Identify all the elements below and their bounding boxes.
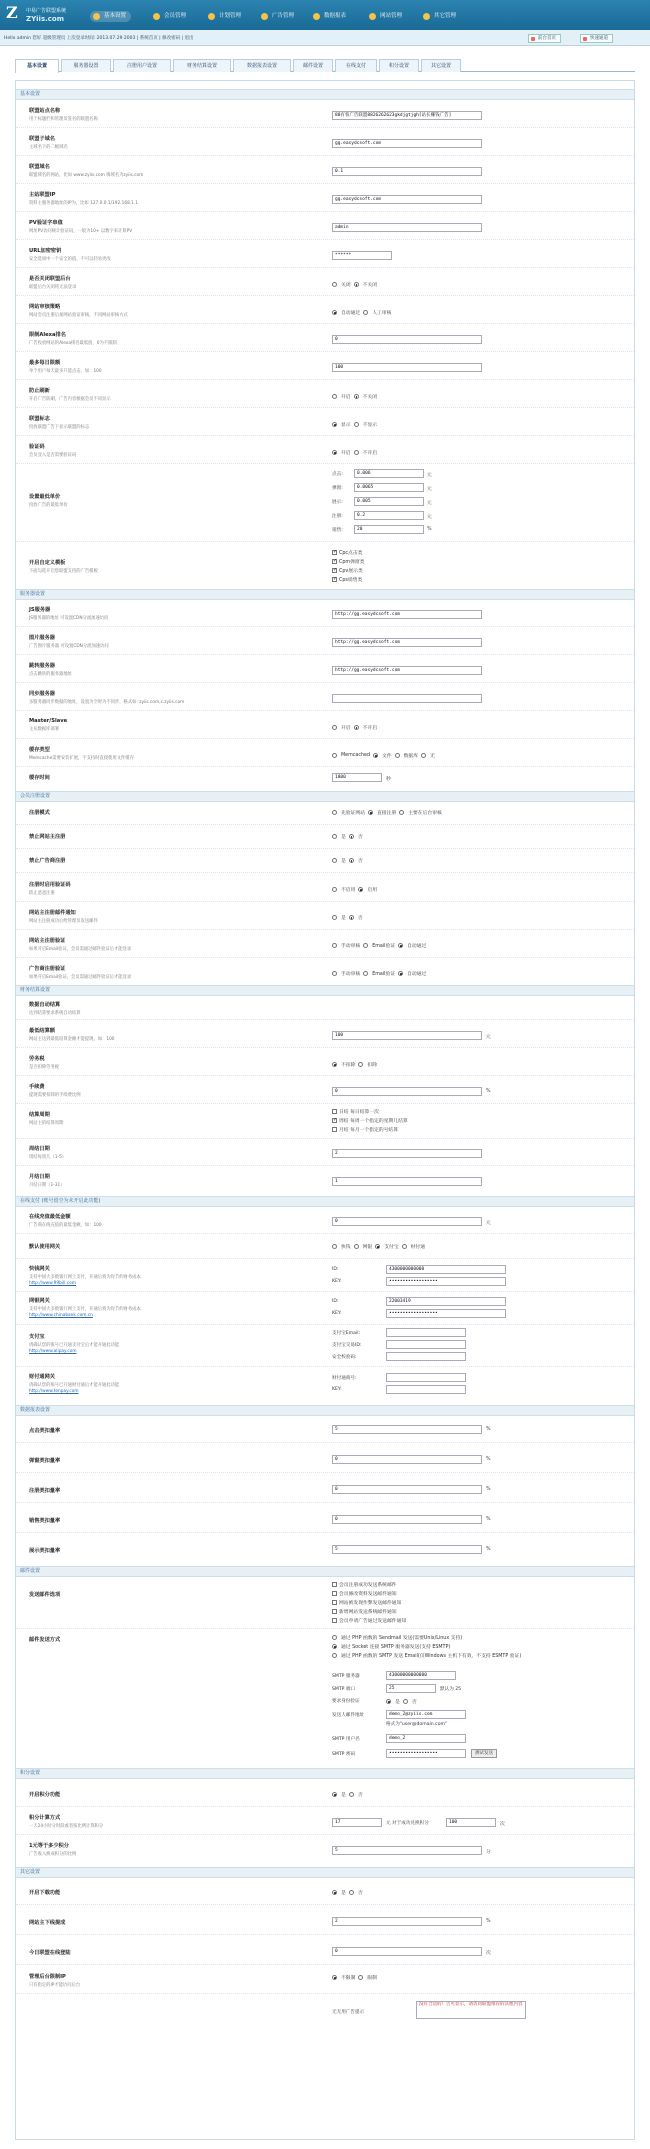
week-day-input[interactable]: 2 xyxy=(332,1149,482,1158)
section-points: 积分设置 xyxy=(16,1768,634,1779)
row-cycle: 结算周期 网站主的结算周期 xyxy=(29,1112,64,1126)
mail-method-php-radio[interactable]: 通过 PHP 函数的 SMTP 发送 Email(仅Windows 主机下有效，不支持 ESMTP 验证) xyxy=(332,1652,521,1659)
row-points-exch: 1元等于多少积分 广告收入换成积分的比例 xyxy=(29,1843,77,1857)
tab-report[interactable]: 数据报表设置 xyxy=(233,59,291,72)
min-price-sale-input[interactable]: 20 xyxy=(354,525,424,534)
row-ip-limit: 最多每日限额 单个用户每天最多只能点击，如：100 xyxy=(29,360,102,374)
smtp-from-input[interactable]: demo_2@zyiis.com xyxy=(386,1710,466,1719)
reg-code-radio[interactable]: 不启用 启用 xyxy=(332,886,377,893)
pv-key-input[interactable]: admin xyxy=(332,223,482,232)
min-price-popup-input[interactable]: 0.0065 xyxy=(354,483,424,492)
show-logo-radio[interactable]: 显示 不显示 xyxy=(332,421,377,428)
row-default-gateway: 默认使用网关 xyxy=(29,1244,61,1250)
download-radio[interactable]: 是 否 xyxy=(332,1889,363,1896)
click-server-input[interactable]: http://gg.easydcsoft.com xyxy=(332,666,482,675)
deduct-popup-input[interactable]: 0 xyxy=(332,1455,482,1464)
cycle-day-checkbox[interactable]: 日结 每日结算一次 xyxy=(332,1108,379,1115)
min-price-show-input[interactable]: 0.005 xyxy=(354,497,424,506)
row-img-server: 图片服务器 广告图片服务器 可设置CDN分流加速访问 xyxy=(29,635,109,649)
site-icon xyxy=(369,13,376,20)
row-gateway-alipay: 支付宝 请确认您的账号已开通支付宝后才能开通此功能 http://www.alipay.com xyxy=(29,1333,329,1354)
section-register: 会员注册设置 xyxy=(16,791,634,802)
row-mail-notify: 发送邮件选项 xyxy=(29,1592,61,1598)
row-pv-key: PV验证字串值 网址PV访问统计验证码，一般为10+ 以数字来计算PV xyxy=(29,220,133,234)
99bill-key-input[interactable]: •••••••••••••••••• xyxy=(386,1277,506,1286)
smtp-test-button[interactable]: 测试发送 xyxy=(471,1749,497,1758)
row-close-adv-reg: 禁止广告商注册 xyxy=(29,858,66,864)
row-site-name: 联盟站点名称 用于标题栏和管理员签名的联盟名称 xyxy=(29,108,98,122)
section-mail: 邮件设置 xyxy=(16,1566,634,1577)
alipay-link[interactable]: http://www.alipay.com xyxy=(29,1349,77,1354)
audit-radio[interactable]: 自动通过 人工审核 xyxy=(332,309,391,316)
deduct-reg-input[interactable]: 0 xyxy=(332,1485,482,1494)
deduct-show-input[interactable]: 5 xyxy=(332,1545,482,1554)
row-adv-verify: 广告商注册验证 如果开启Email验证，会员需通过邮件验证后才能登录 xyxy=(29,966,132,980)
row-js-server2: JS服务器 JS服务器的地址 可设置CDN分流加速访问 xyxy=(29,607,109,621)
mail-notify-reg-checkbox[interactable]: 会员注册成功发送系统邮件 xyxy=(332,1581,397,1588)
tab-other[interactable]: 其它设置 xyxy=(421,59,461,72)
points-exch-input[interactable]: 5 xyxy=(332,1846,482,1855)
mail-notify-edit-checkbox[interactable]: 会员修改资料发送邮件通知 xyxy=(332,1590,397,1597)
section-server: 服务器设置 xyxy=(16,589,634,600)
ad-type-cps-checkbox[interactable]: ✓Cps销售类 xyxy=(332,576,362,583)
tenpay-id-input[interactable] xyxy=(386,1373,466,1382)
js-server-input[interactable]: gg.easydcsoft.com xyxy=(332,195,482,204)
alipay-key-input[interactable] xyxy=(386,1352,466,1361)
tab-mail[interactable]: 邮件设置 xyxy=(293,59,333,72)
tab-basic[interactable]: 基本设置 xyxy=(15,59,59,73)
nav-plans[interactable]: 计划管理 xyxy=(205,11,246,22)
cache-type-radio[interactable]: Memcached 文件 数据库 无 xyxy=(332,752,435,759)
cache-time-input[interactable]: 1800 xyxy=(332,773,382,782)
ad-text-textarea[interactable]: 没有合适的广告可显示，请访问联盟推荐的其他内容 xyxy=(416,2001,526,2019)
row-fraud: 防止刷新 开启广告防刷，广告内容根据会员不同显示 xyxy=(29,388,111,402)
chinabank-link[interactable]: http://www.chinabank.com.cn xyxy=(29,1313,93,1318)
section-settle: 财务结算设置 xyxy=(16,985,634,996)
row-gateway-chinabank: 网银网关 支持中国大多数银行网上支付，开通后将为你节约财务成本 http://www.chinabank.com.cn xyxy=(29,1297,329,1318)
close-adv-reg-radio[interactable]: 是 否 xyxy=(332,857,363,864)
row-min-settle: 最低结算额 网站主达到最低结算金额才能提现，如：100 xyxy=(29,1028,115,1042)
tab-bar xyxy=(15,58,635,72)
verify-radio[interactable]: 开启 不开启 xyxy=(332,449,377,456)
points-open-radio[interactable]: 是 否 xyxy=(332,1791,363,1798)
99bill-link[interactable]: http://www.99bill.com xyxy=(29,1281,76,1286)
alexa-limit-input[interactable]: 0 xyxy=(332,335,482,344)
quick-nav-button[interactable]: 快速通道 xyxy=(580,34,613,43)
row-ad-types: 开启自定义模板 下面勾选开启您联盟支持的广告模板 xyxy=(29,560,98,574)
report-icon xyxy=(313,13,320,20)
discount-input[interactable]: 2 xyxy=(332,1917,482,1926)
tenpay-key-input[interactable] xyxy=(386,1385,466,1394)
email-notify-radio[interactable]: 是 否 xyxy=(332,914,363,921)
plan-icon xyxy=(208,13,215,20)
section-other: 其它设置 xyxy=(16,1867,634,1878)
row-reg-mode: 注册模式 xyxy=(29,810,50,816)
nav-sites[interactable]: 网站管理 xyxy=(366,11,407,22)
frontend-home-button[interactable]: 前台首页 xyxy=(528,34,561,43)
cycle-month-checkbox[interactable]: 月结 每月一个指定的号结算 xyxy=(332,1126,398,1133)
row-tax: 劳务税 是否扣除劳务税 xyxy=(29,1056,60,1070)
row-month-day: 月结日期 月结日期（1-31） xyxy=(29,1174,65,1188)
tab-points[interactable]: 积分设置 xyxy=(379,59,419,72)
row-sync-server: 同步服务器 多服务器同步数据的地址，设置为空时为不同步，格式如: zyiis.com,c.zyiis.com xyxy=(29,691,185,705)
smtp-port-input[interactable]: 25 xyxy=(386,1684,436,1693)
row-gateway-tenpay: 财付通网关 请确认您的账号已开通财付通后才能开通此功能 http://www.tenpay.com xyxy=(29,1373,329,1394)
js-server-url-input[interactable]: http://gg.easydcsoft.com xyxy=(332,610,482,619)
nav-members[interactable]: 会员管理 xyxy=(150,11,191,22)
tax-radio[interactable]: 不扣除 扣除 xyxy=(332,1061,377,1068)
row-master-slave: Master/Slave 主从数据库部署 xyxy=(29,718,68,732)
nav-ads[interactable]: 广告管理 xyxy=(258,11,299,22)
tab-settle[interactable]: 财务结算设置 xyxy=(173,59,231,72)
limit-ip-radio[interactable]: 不限制 限制 xyxy=(332,1974,377,1981)
row-min-price: 设置最低单价 投放广告的最低单价 xyxy=(29,494,68,508)
status-bar xyxy=(0,30,650,46)
fee-input[interactable]: 0 xyxy=(332,1087,482,1096)
tenpay-link[interactable]: http://www.tenpay.com xyxy=(29,1389,79,1394)
home-icon xyxy=(531,37,535,41)
smtp-user-input[interactable]: demo_2 xyxy=(386,1734,466,1743)
nav-other[interactable]: 其它管理 xyxy=(420,11,461,22)
smtp-host-input[interactable]: 43000000000000 xyxy=(386,1671,456,1680)
99bill-id-input[interactable]: 4300000000000 xyxy=(386,1265,506,1274)
row-close: 是否关闭联盟后台 联盟后台关闭将无法登录 xyxy=(29,276,77,290)
row-auto-settle: 数据自动结算 达到结算要求系统自动结算 xyxy=(29,1002,81,1016)
row-reg-code: 注册时启用验证码 防止恶意注册 xyxy=(29,882,71,896)
row-url-key: URL加密密钥 安全选项中一个安全的值，不可以轻易更改 xyxy=(29,248,111,262)
close-radio[interactable]: 关闭 不关闭 xyxy=(332,281,377,288)
row-limit-ip: 管理后台限制IP 只有指定的IP才能访问后台 xyxy=(29,1974,81,1988)
mail-method-socket-radio[interactable]: 通过 Socket 连接 SMTP 服务器发送(支持 ESMTP) xyxy=(332,1643,450,1650)
month-day-input[interactable]: 1 xyxy=(332,1177,482,1186)
row-click-server: 跳转服务器 点击跳转的服务器地址 xyxy=(29,663,72,677)
deduct-click-input[interactable]: 5 xyxy=(332,1425,482,1434)
row-deduct-popup: 弹窗类扣量率 xyxy=(29,1458,61,1464)
row-cache-time: 缓存时间 xyxy=(29,775,50,781)
section-basic: 基本设置 xyxy=(16,89,634,100)
pay-min-input[interactable]: 0 xyxy=(332,1217,482,1226)
sync-server-input[interactable] xyxy=(332,694,482,703)
mail-notify-ad-checkbox[interactable]: 会员申请广告通过发送邮件通知 xyxy=(332,1617,406,1624)
img-server-input[interactable]: http://gg.easydcsoft.com xyxy=(332,638,482,647)
smtp-pass-input[interactable]: •••••••••••••••••• xyxy=(386,1749,466,1758)
settings-panel: 基本设置 联盟站点名称 用于标题栏和管理员签名的联盟名称 88有客广告联盟8826262623gkdjgtjgh[站长赚钱广告] 联盟子域名 主域名下的二级域名 gg.easydcsoft.com 联盟域名 联盟域名的网站，比如 www.zyiis.com 填域名为zyiis.com 0.1 主站联盟IP 资料主服务器地址的IP为，比如 127.0.0.1/192.168.1.1 gg.easydcsoft.com PV验证字串值 网址PV访问统计验证码，一般为10+ 以数字来计算PV admin URL加密密钥 安全选项中一个安全的值，不可以轻易更改 ****** 是否关闭联盟后台 联盟后台关闭将无法登录 关闭 不关闭 网站审核策略 网站会员注册后加网站验证审核，不同网站审核方式 自动通过 人工审核 限制Alexa排名 广告投放网站的Alexa排名最低值，0为不限制 0 最多每日限额 单个用户每天最多只能点击，如：100 100 防止刷新 开启广告防刷，广告内容根据会员不同显示 开启 不关闭 联盟标志 投放联盟广告下显示联盟的标志 显示 不显示 验证码 会员登入是否需要验证码 开启 不开启 设置最低单价 投放广告的最低单价 点击: 0.006 元 弹窗: 0.0065 元 展示: 0.005 元 注册: 0.2 元 销售: 20 % 开启自定义模板 下面勾选开启您联盟支持的广告模板 ✓Cpc点击类 ✓Cpm弹窗类 ✓Cpv展示类 ✓Cps销售类 服务器设置 JS服务器 JS服务器的地址 可设置CDN分流加速访问 http://gg.easydcsoft.com 图片服务器 广告图片服务器 可设置CDN分流加速访问 http://gg.easydcsoft.com 跳转服务器 点击跳转的服务器地址 http://gg.easydcsoft.com 同步服务器 多服务器同步数据的地址，设置为空时为不同步，格式如: zyiis.com,c.zyiis.com Master/Slave 主从数据库部署 开启 不开启 缓存类型 Memcache需要安装扩展，不支持时直接使用文件缓存 Memcached 文件 数据库 无 缓存时间 1800 秒 会员注册设置 注册模式 先验证网站 直接注册 主要在后台审核 禁止网站主注册 是 否 禁止广告商注册 是 否 注册时启用验证码 防止恶意注册 不启用 启用 网站主注册邮件通知 网站主注册成功后给管理员发送邮件 是 否 网站主注册验证 如果开启Email验证，会员需通过邮件验证后才能登录 手动审核 Email验证 自动通过 广告商注册验证 如果开启Email验证，会员需通过邮件验证后才能登录 手动审核 Email验证 自动通过 财务结算设置 数据自动结算 达到结算要求系统自动结算 最低结算额 网站主达到最低结算金额才能提现，如：100 100 元 劳务税 是否扣除劳务税 不扣除 扣除 手续费 提现需要扣除的手续费比例 0 % 结算周期 网站主的结算周期 日结 每日结算一次 ✓周结 每周一个指定的星期几结算 月结 每月一个指定的号结算 周结日期 周结每周几（1-5） 2 月结日期 月结日期（1-31） 1 在线支付 (账号留空为未开启此功能) 在线充值最低金额 广告商在线充值的最低金额，如：100 0 元 默认使用网关 快钱 网银 支付宝 财付通 快钱网关 支持中国大多数银行网上支付，开通后将为你节约财务成本 http://www.99bill.com ID: 4300000000000 KEY: •••••••••••••••••• 网银网关 支持中国大多数银行网上支付，开通后将为你节约财务成本 http://www.chinabank.com.cn ID: 22003419 KEY: •••••••••••••••••• 支付宝 请确认您的账号已开通支付宝后才能开通此功能 http://www.alipay.com 支付宝Email: 支付宝交易ID: 安全校验码: 财付通网关 请确认您的账号已开通财付通后才能开通此功能 http://www.tenpay.com 财付通商号: KEY: 数据报表设置 点击类扣量率 5 % 弹窗类扣量率 0 % 注册类扣量率 0 % 销售类扣量率 0 % 展示类扣量率 5 % 邮件设置 发送邮件选项 会员注册成功发送系统邮件 会员修改资料发送邮件通知 网站被发现作弊发送邮件通知 新增网站发送系统邮件通知 会员申请广告通过发送邮件通知 邮件发送方式 通过 PHP 函数的 Sendmail 发送(需要Unix/Linux 支持) 通过 Socket 连接 SMTP 服务器发送(支持 ESMTP) 通过 PHP 函数的 SMTP 发送 Email(仅Windows 主机下有效，不支持 ESMTP 验证) SMTP 服务器 43000000000000 SMTP 端口 25 默认为 25 要求身份验证 是 否 发送人邮件地址 demo_2@zyiis.com 格式为"user@domain.com" SMTP 用户名 demo_2 SMTP 密码 •••••••••••••••••• 测试发送 积分设置 开启积分功能 是 否 积分计算方式 一天24小时分时段或者按比例计算积分 17 元 对于成功兑换积分 100 次 1元等于多少积分 广告收入换成积分的比例 5 分 其它设置 开启下载功能 是 否 网站主下线提成 2 % 今日联盟在线登陆 0 次 管理后台限制IP 只有指定的IP才能访问后台 不限制 限制 无无用广告提示 没有合适的广告可显示，请访问联盟推荐的其他内容 xyxy=(15,80,635,2140)
row-download: 开启下载功能 xyxy=(29,1890,61,1896)
nav-reports[interactable]: 数据报表 xyxy=(310,11,351,22)
mail-notify-cheat-checkbox[interactable]: 网站被发现作弊发送邮件通知 xyxy=(332,1599,401,1606)
row-site-domain: 联盟域名 联盟域名的网站，比如 www.zyiis.com 填域名为zyiis.com xyxy=(29,164,144,178)
row-pay-min: 在线充值最低金额 广告商在线充值的最低金额，如：100 xyxy=(29,1214,102,1228)
row-email-notify: 网站主注册邮件通知 网站主注册成功后给管理员发送邮件 xyxy=(29,910,98,924)
row-js-server: 主站联盟IP 资料主服务器地址的IP为，比如 127.0.0.1/192.168.1.1 xyxy=(29,192,138,206)
row-deduct-show: 展示类扣量率 xyxy=(29,1548,61,1554)
cycle-week-checkbox[interactable]: ✓周结 每周一个指定的星期几结算 xyxy=(332,1117,408,1124)
domain-input[interactable]: gg.easydcsoft.com xyxy=(332,139,482,148)
row-deduct-sale: 销售类扣量率 xyxy=(29,1518,61,1524)
row-points-open: 开启积分功能 xyxy=(29,1792,61,1798)
ad-icon xyxy=(261,13,268,20)
row-deduct-reg: 注册类扣量率 xyxy=(29,1488,61,1494)
user-icon xyxy=(153,13,160,20)
default-gateway-radio[interactable]: 快钱 网银 支付宝 财付通 xyxy=(332,1243,425,1250)
home-icon xyxy=(93,13,100,20)
top-bar xyxy=(0,0,650,30)
row-verify: 验证码 会员登入是否需要验证码 xyxy=(29,444,77,458)
section-report: 数据报表设置 xyxy=(16,1405,634,1416)
tab-pay[interactable]: 在线支付 xyxy=(335,59,377,72)
nav-basic-settings[interactable]: 基本设置 xyxy=(90,11,131,22)
logo: Z xyxy=(6,3,18,22)
chinabank-id-input[interactable]: 22003419 xyxy=(386,1297,506,1306)
row-gateway-99bill: 快钱网关 支持中国大多数银行网上支付，开通后将为你节约财务成本 http://www.99bill.com xyxy=(29,1265,329,1286)
logo-subtitle: 中易广告联盟系统 xyxy=(26,8,67,14)
min-price-click-input[interactable]: 0.006 xyxy=(354,469,424,478)
site-domain-input[interactable]: 0.1 xyxy=(332,167,482,176)
deduct-sale-input[interactable]: 0 xyxy=(332,1515,482,1524)
smtp-auth-radio[interactable]: 是 否 xyxy=(386,1698,417,1705)
adv-verify-radio[interactable]: 手动审核 Email验证 自动通过 xyxy=(332,970,426,977)
ad-type-cpv-checkbox[interactable]: ✓Cpv展示类 xyxy=(332,567,363,574)
fraud-radio[interactable]: 开启 不关闭 xyxy=(332,393,377,400)
section-pay: 在线支付 (账号留空为未开启此功能) xyxy=(16,1196,634,1207)
lightning-icon xyxy=(583,37,587,41)
row-domain: 联盟子域名 主域名下的二级域名 xyxy=(29,136,68,150)
chinabank-key-input[interactable]: •••••••••••••••••• xyxy=(386,1309,506,1318)
row-close-aff-reg: 禁止网站主注册 xyxy=(29,834,66,840)
row-alexa-limit: 限制Alexa排名 广告投放网站的Alexa排名最低值，0为不限制 xyxy=(29,332,117,346)
min-settle-input[interactable]: 100 xyxy=(332,1031,482,1040)
row-points-ratio: 积分计算方式 一天24小时分时段或者按比例计算积分 xyxy=(29,1815,104,1829)
row-reg-bonus: 今日联盟在线登陆 xyxy=(29,1950,71,1956)
row-deduct-click: 点击类扣量率 xyxy=(29,1428,61,1434)
row-show-logo: 联盟标志 投放联盟广告下显示联盟的标志 xyxy=(29,416,90,430)
site-name-input[interactable]: 88有客广告联盟8826262623gkdjgtjgh[站长赚钱广告] xyxy=(332,111,482,120)
row-aff-verify: 网站主注册验证 如果开启Email验证，会员需通过邮件验证后才能登录 xyxy=(29,938,132,952)
ip-limit-input[interactable]: 100 xyxy=(332,363,482,372)
aff-verify-radio[interactable]: 手动审核 Email验证 自动通过 xyxy=(332,942,426,949)
ad-type-cpm-checkbox[interactable]: ✓Cpm弹窗类 xyxy=(332,558,364,565)
tab-server[interactable]: 服务器设置 xyxy=(61,59,111,72)
close-aff-reg-radio[interactable]: 是 否 xyxy=(332,833,363,840)
mail-notify-site-checkbox[interactable]: 新增网站发送系统邮件通知 xyxy=(332,1608,397,1615)
logo-title: ZYiis.com xyxy=(26,15,65,23)
points-count-input[interactable]: 100 xyxy=(446,1818,496,1827)
alipay-id-input[interactable] xyxy=(386,1340,466,1349)
points-ratio-input[interactable]: 17 xyxy=(332,1818,382,1827)
min-price-reg-input[interactable]: 0.2 xyxy=(354,511,424,520)
reg-bonus-input[interactable]: 0 xyxy=(332,1947,482,1956)
url-key-input[interactable]: ****** xyxy=(332,251,392,260)
mail-method-sendmail-radio[interactable]: 通过 PHP 函数的 Sendmail 发送(需要Unix/Linux 支持) xyxy=(332,1634,462,1641)
master-slave-radio[interactable]: 开启 不开启 xyxy=(332,724,377,731)
row-audit: 网站审核策略 网站会员注册后加网站验证审核，不同网站审核方式 xyxy=(29,304,128,318)
row-fee: 手续费 提现需要扣除的手续费比例 xyxy=(29,1084,81,1098)
row-discount: 网站主下线提成 xyxy=(29,1920,66,1926)
row-cache-type: 缓存类型 Memcache需要安装扩展，不支持时直接使用文件缓存 xyxy=(29,747,134,761)
tools-icon xyxy=(423,13,430,20)
ad-text-label: 无无用广告提示 xyxy=(332,2010,365,2015)
row-mail-method: 邮件发送方式 xyxy=(29,1637,61,1643)
tab-register[interactable]: 注册用户设置 xyxy=(113,59,171,72)
welcome-text: Hello admin 您好 超级管理员 上次登录时间: 2013.07.29 2003 | 系统首页 | 修改密码 | 退出 xyxy=(4,36,194,41)
ad-type-cpc-checkbox[interactable]: ✓Cpc点击类 xyxy=(332,549,362,556)
reg-mode-radio[interactable]: 先验证网站 直接注册 主要在后台审核 xyxy=(332,809,442,816)
row-week-day: 周结日期 周结每周几（1-5） xyxy=(29,1146,67,1160)
alipay-email-input[interactable] xyxy=(386,1328,466,1337)
